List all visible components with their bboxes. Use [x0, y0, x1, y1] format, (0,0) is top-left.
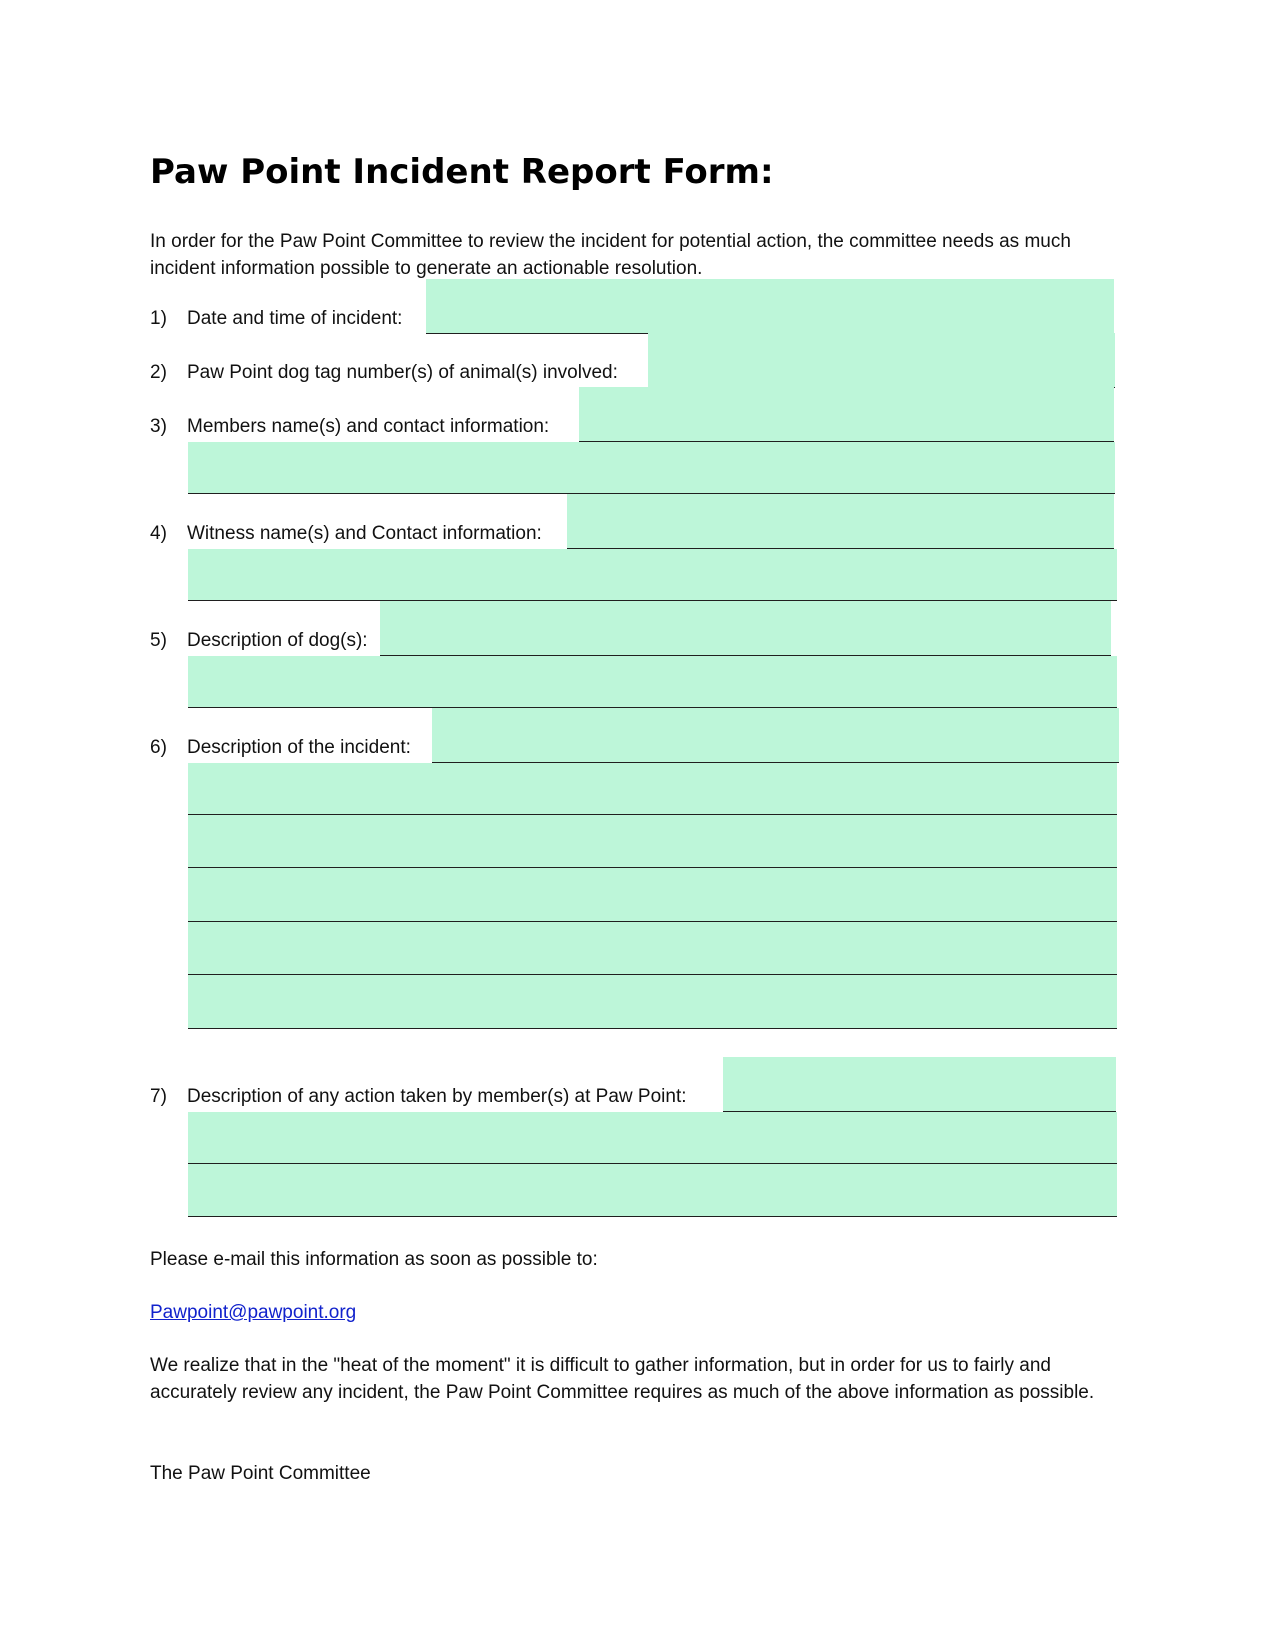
question-number-1: 1): [150, 308, 167, 329]
member-action-field-line-2[interactable]: [188, 1112, 1117, 1164]
question-label-incident-description: Description of the incident:: [187, 737, 411, 758]
incident-description-field-line-6[interactable]: [188, 975, 1117, 1029]
question-number-7: 7): [150, 1086, 167, 1107]
intro-text: In order for the Paw Point Committee to review the incident for potential action, the committee needs as much incident information possible to generate an actionable resolution.: [150, 231, 1071, 279]
witness-contact-field-line-2[interactable]: [188, 549, 1117, 601]
page-title: Paw Point Incident Report Form:: [150, 152, 774, 192]
members-contact-field[interactable]: [579, 387, 1114, 442]
date-time-field[interactable]: [426, 279, 1114, 334]
dog-description-field-line-2[interactable]: [188, 656, 1117, 708]
question-number-5: 5): [150, 630, 167, 651]
dog-description-field[interactable]: [380, 601, 1111, 656]
witness-contact-field[interactable]: [567, 494, 1114, 549]
incident-description-field-line-2[interactable]: [188, 763, 1117, 815]
question-number-3: 3): [150, 416, 167, 437]
incident-description-field[interactable]: [432, 708, 1119, 763]
question-label-dog-tag: Paw Point dog tag number(s) of animal(s) involved:: [187, 362, 618, 383]
question-number-2: 2): [150, 362, 167, 383]
email-instruction: Please e-mail this information as soon as possible to:: [150, 1249, 598, 1270]
incident-description-field-line-3[interactable]: [188, 815, 1117, 868]
member-action-field-line-3[interactable]: [188, 1164, 1117, 1217]
question-number-6: 6): [150, 737, 167, 758]
incident-description-field-line-4[interactable]: [188, 868, 1117, 922]
members-contact-field-line-2[interactable]: [188, 442, 1115, 494]
dog-tag-field[interactable]: [648, 333, 1115, 388]
question-label-dog-description: Description of dog(s):: [187, 630, 368, 651]
question-label-members-contact: Members name(s) and contact information:: [187, 416, 550, 437]
signature: The Paw Point Committee: [150, 1463, 371, 1484]
incident-description-field-line-5[interactable]: [188, 922, 1117, 975]
question-label-member-action: Description of any action taken by member(s) at Paw Point:: [187, 1086, 687, 1107]
closing-note: We realize that in the "heat of the moment" it is difficult to gather information, but in order for us to fairly and accurately review any incident, the Paw Point Committee requires as much of the above information as possible.: [150, 1355, 1095, 1403]
question-number-4: 4): [150, 523, 167, 544]
question-label-date-time: Date and time of incident:: [187, 308, 403, 329]
question-label-witness-contact: Witness name(s) and Contact information:: [187, 523, 542, 544]
member-action-field[interactable]: [723, 1057, 1116, 1112]
email-link[interactable]: Pawpoint@pawpoint.org: [150, 1302, 357, 1323]
